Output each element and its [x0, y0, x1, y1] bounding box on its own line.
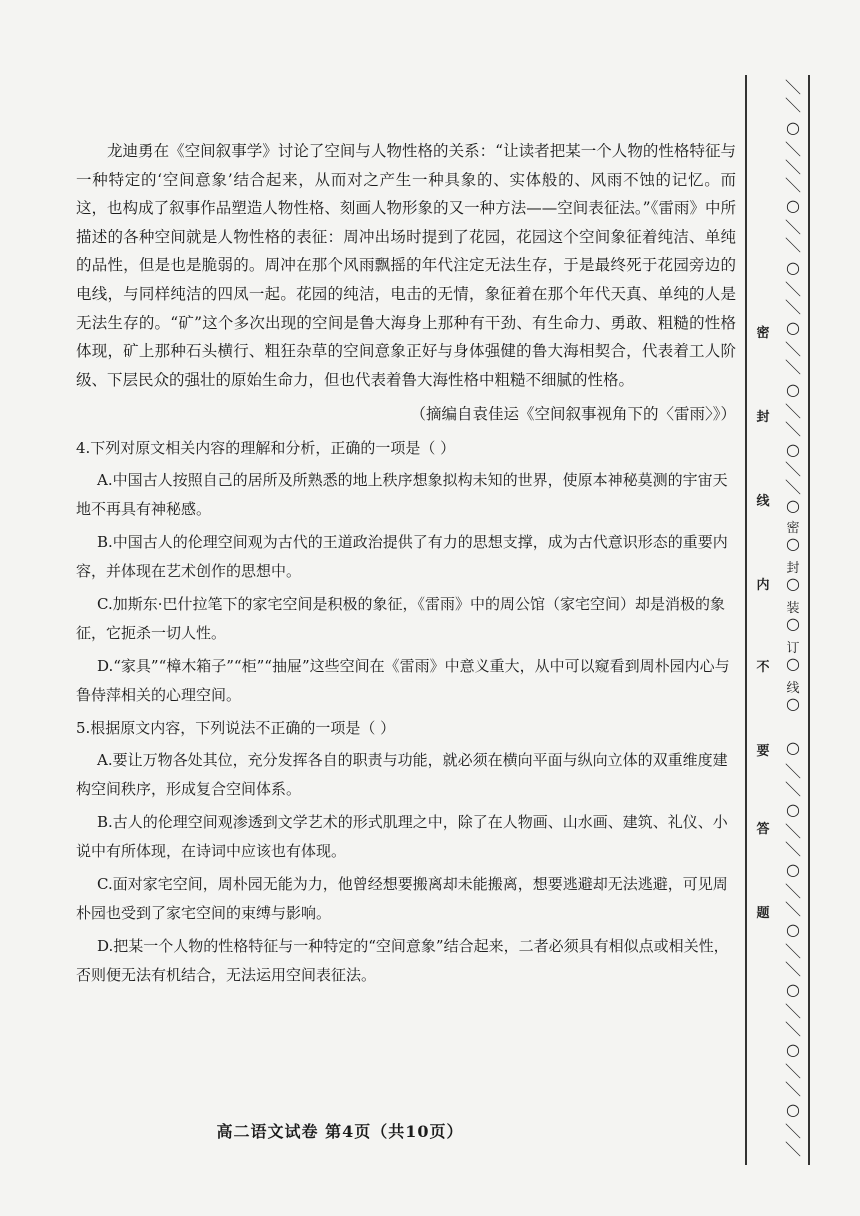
question-4-option-b: B.中国古人的伦理空间观为古代的王道政治提供了有力的思想支撑，成为古代意识形态的重要内容，并体现在艺术创作的思想中。	[76, 533, 728, 581]
binding-outer-label: 题	[756, 906, 770, 921]
binding-outer-label: 答	[756, 822, 770, 837]
binding-line-outer	[745, 75, 747, 1165]
binding-outer-label: 要	[756, 744, 770, 759]
binding-outer-label: 密	[756, 326, 770, 341]
binding-dash-circle-pattern: ＼ ＼ ○ ＼ ＼ ＼ ○ ＼ ＼ ○ ＼ ＼ ○ ＼ ＼ ○ ＼ ＼ ○ ＼ ＼ ○ ○ ○ ○ ○ ○ ○ ＼ ＼ ○ ＼ ＼ ○ ＼ ＼ ○ ＼ ＼ ○ ＼ ＼ ○ ＼ ＼ ○ ＼ ＼	[784, 78, 801, 1159]
content-column	[76, 137, 736, 990]
passage-paragraph: 龙迪勇在《空间叙事学》讨论了空间与人物性格的关系：“让读者把某一个人物的性格特征与一种特定的‘空间意象’结合起来，从而对之产生一种具象的、实体般的、风雨不蚀的记忆。而这，也构成了叙事作品塑造人物性格、刻画人物形象的又一种方法——空间表征法。”《雷雨》中所描述的各种空间就是人物性格的表征：周冲出场时提到了花园，花园这个空间象征着纯洁、单纯的品性，但是也是脆弱的。周冲在那个风雨飘摇的年代注定无法生存，于是最终死于花园旁边的电线，与同样纯洁的四凤一起。花园的纯洁，电击的无情，象征着在那个年代天真、单纯的人是无法生存的。“矿”这个多次出现的空间是鲁大海身上那种有干劲、有生命力、勇敢、粗糙的性格体现，矿上那种石头横行、粗狂杂草的空间意象正好与身体强健的鲁大海相契合，代表着工人阶级、下层民众的强壮的原始生命力，但也代表着鲁大海性格中粗糙不细腻的性格。	[76, 142, 736, 389]
question-5-option-d: D.把某一个人物的性格特征与一种特定的“空间意象”结合起来，二者必须具有相似点或相关性，否则便无法有机结合，无法运用空间表征法。	[76, 937, 729, 985]
binding-outer-label: 封	[756, 410, 770, 425]
question-4-option-c: C.加斯东·巴什拉笔下的家宅空间是积极的象征，《雷雨》中的周公馆（家宅空间）却是消极的象征，它扼杀一切人性。	[76, 595, 725, 643]
question-4-stem: 4.下列对原文相关内容的理解和分析，正确的一项是（ ）	[76, 439, 456, 458]
question-5-option-c: C.面对家宅空间，周朴园无能为力，他曾经想要搬离却未能搬离，想要逃避却无法逃避，可见周朴园也受到了家宅空间的束缚与影响。	[76, 875, 728, 923]
question-4-option-d: D.“家具”“樟木箱子”“柜”“抽屉”这些空间在《雷雨》中意义重大，从中可以窥看到周朴园内心与鲁侍萍相关的心理空间。	[76, 657, 730, 705]
question-4	[76, 434, 736, 710]
binding-outer-label: 内	[756, 578, 770, 593]
passage-source: （摘编自袁佳运《空间叙事视角下的〈雷雨〉》）	[410, 405, 736, 424]
page-footer: 高二语文试卷 第4页（共10页）	[216, 1122, 464, 1141]
binding-outer-label: 线	[756, 494, 770, 509]
question-5	[76, 714, 736, 990]
question-5-option-b: B.古人的伦理空间观渗透到文学艺术的形式肌理之中，除了在人物画、山水画、建筑、礼仪、小说中有所体现，在诗词中应该也有体现。	[76, 813, 728, 861]
binding-inner-label: 订	[786, 641, 800, 656]
binding-outer-label: 不	[756, 660, 770, 675]
binding-inner-label: 线	[786, 681, 800, 696]
question-5-option-a: A.要让万物各处其位，充分发挥各自的职责与功能，就必须在横向平面与纵向立体的双重维度建构空间秩序，形成复合空间体系。	[76, 751, 728, 799]
binding-inner-label: 装	[786, 601, 800, 616]
question-4-option-a: A.中国古人按照自己的居所及所熟悉的地上秩序想象拟构未知的世界，使原本神秘莫测的宇宙天地不再具有神秘感。	[76, 471, 728, 519]
question-5-stem: 5.根据原文内容，下列说法不正确的一项是（ ）	[76, 719, 396, 738]
binding-inner-label: 封	[786, 561, 800, 576]
binding-inner-label: 密	[786, 521, 800, 536]
